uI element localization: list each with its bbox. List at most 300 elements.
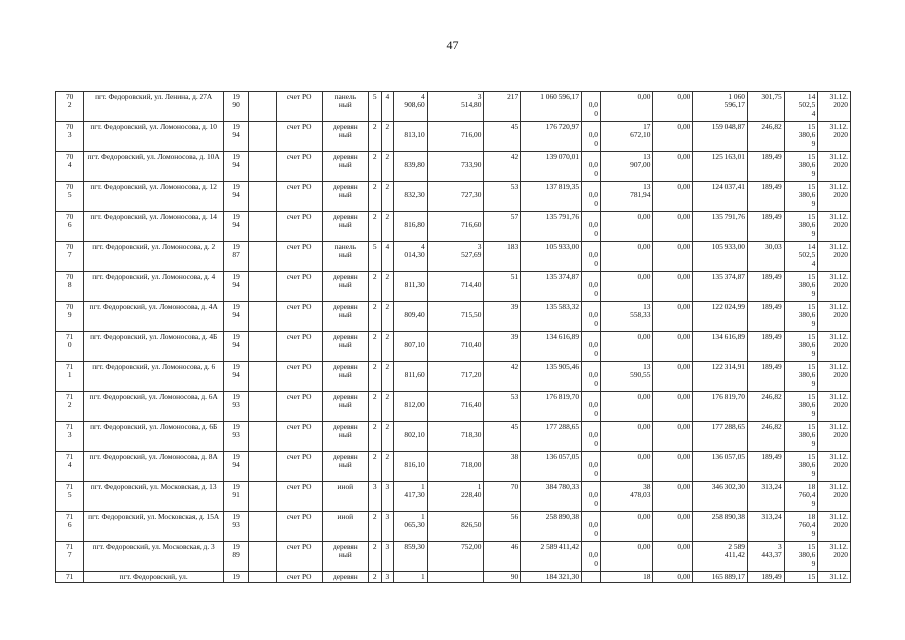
- floors-cell: 2: [368, 362, 381, 392]
- year-cell: 19 93: [224, 392, 249, 422]
- fund-method-cell: счет РО: [276, 212, 322, 242]
- living-area-cell: 1 228,40: [427, 482, 484, 512]
- owners-cost-cell: 125 163,01: [693, 152, 748, 182]
- cost-limit-cell: 14 502,5 4: [784, 92, 818, 122]
- wall-material-cell: панель ный: [322, 242, 368, 272]
- unit-cost-cell: 30,03: [747, 242, 784, 272]
- other-cost-cell: 0,00: [653, 332, 693, 362]
- deadline-cell: 31.12. 2020: [818, 302, 851, 332]
- fund-method-cell: счет РО: [276, 122, 322, 152]
- blank-cell: [249, 332, 276, 362]
- floors-cell: 2: [368, 392, 381, 422]
- address-cell: пгт. Федоровский, ул.: [84, 572, 224, 583]
- year-cell: 19 87: [224, 242, 249, 272]
- row-number: 71 7: [56, 542, 84, 572]
- row-number: 71 0: [56, 332, 84, 362]
- address-cell: пгт. Федоровский, ул. Ломоносова, д. 10А: [84, 152, 224, 182]
- table-row: [56, 392, 851, 422]
- fund-method-cell: счет РО: [276, 542, 322, 572]
- deadline-cell: 31.12. 2020: [818, 152, 851, 182]
- fund-method-cell: счет РО: [276, 92, 322, 122]
- cost-limit-cell: 15 380,6 9: [784, 362, 818, 392]
- other-cost-cell: 0,00: [653, 272, 693, 302]
- address-cell: пгт. Федоровский, ул. Ломоносова, д. 12: [84, 182, 224, 212]
- wall-material-cell: деревян ный: [322, 542, 368, 572]
- residents-cell: 39: [484, 302, 521, 332]
- residents-cell: 90: [484, 572, 521, 583]
- year-cell: 19 94: [224, 362, 249, 392]
- residents-cell: 56: [484, 512, 521, 542]
- total-cost-cell: 176 720,97: [521, 122, 582, 152]
- cost-limit-cell: 14 502,5 4: [784, 242, 818, 272]
- fund-method-cell: счет РО: [276, 452, 322, 482]
- total-cost-cell: 135 791,76: [521, 212, 582, 242]
- address-cell: пгт. Федоровский, ул. Ломоносова, д. 6А: [84, 392, 224, 422]
- year-cell: 19 90: [224, 92, 249, 122]
- entrances-cell: 2: [381, 302, 394, 332]
- total-area-cell: 802,10: [394, 422, 428, 452]
- total-area-cell: 811,30: [394, 272, 428, 302]
- budget-cost-cell: 0,00: [600, 512, 653, 542]
- zero-cost-cell: 0,0 0: [582, 542, 601, 572]
- table-row: [56, 302, 851, 332]
- unit-cost-cell: 189,49: [747, 302, 784, 332]
- table-row: [56, 512, 851, 542]
- table-row: [56, 362, 851, 392]
- other-cost-cell: 0,00: [653, 92, 693, 122]
- cost-limit-cell: 15 380,6 9: [784, 272, 818, 302]
- total-area-cell: 812,00: [394, 392, 428, 422]
- table-row: [56, 542, 851, 572]
- blank-cell: [249, 482, 276, 512]
- residents-cell: 42: [484, 152, 521, 182]
- zero-cost-cell: 0,0 0: [582, 362, 601, 392]
- row-number: 70 8: [56, 272, 84, 302]
- total-cost-cell: 135 583,32: [521, 302, 582, 332]
- row-number: 70 4: [56, 152, 84, 182]
- residents-cell: 53: [484, 392, 521, 422]
- total-cost-cell: 139 070,01: [521, 152, 582, 182]
- address-cell: пгт. Федоровский, ул. Ломоносова, д. 14: [84, 212, 224, 242]
- wall-material-cell: деревян ный: [322, 152, 368, 182]
- budget-cost-cell: 0,00: [600, 242, 653, 272]
- other-cost-cell: 0,00: [653, 482, 693, 512]
- total-cost-cell: 184 321,30: [521, 572, 582, 583]
- wall-material-cell: иной: [322, 482, 368, 512]
- living-area-cell: 716,00: [427, 122, 484, 152]
- living-area-cell: [427, 572, 484, 583]
- deadline-cell: 31.12. 2020: [818, 362, 851, 392]
- blank-cell: [249, 152, 276, 182]
- total-area-cell: 4 908,60: [394, 92, 428, 122]
- floors-cell: 2: [368, 272, 381, 302]
- other-cost-cell: 0,00: [653, 242, 693, 272]
- wall-material-cell: деревян ный: [322, 332, 368, 362]
- year-cell: 19 94: [224, 182, 249, 212]
- owners-cost-cell: 134 616,89: [693, 332, 748, 362]
- blank-cell: [249, 122, 276, 152]
- total-area-cell: 809,40: [394, 302, 428, 332]
- unit-cost-cell: 313,24: [747, 512, 784, 542]
- living-area-cell: 826,50: [427, 512, 484, 542]
- owners-cost-cell: 1 060 596,17: [693, 92, 748, 122]
- total-area-cell: 816,80: [394, 212, 428, 242]
- address-cell: пгт. Федоровский, ул. Московская, д. 13: [84, 482, 224, 512]
- table-row: [56, 92, 851, 122]
- floors-cell: 2: [368, 302, 381, 332]
- total-area-cell: 859,30: [394, 542, 428, 572]
- year-cell: 19 94: [224, 452, 249, 482]
- owners-cost-cell: 2 589 411,42: [693, 542, 748, 572]
- deadline-cell: 31.12. 2020: [818, 422, 851, 452]
- deadline-cell: 31.12. 2020: [818, 272, 851, 302]
- budget-cost-cell: 17 672,10: [600, 122, 653, 152]
- living-area-cell: 715,50: [427, 302, 484, 332]
- total-cost-cell: 1 060 596,17: [521, 92, 582, 122]
- owners-cost-cell: 346 302,30: [693, 482, 748, 512]
- residents-cell: 46: [484, 542, 521, 572]
- row-number: 71 4: [56, 452, 84, 482]
- cost-limit-cell: 15 380,6 9: [784, 302, 818, 332]
- residents-cell: 217: [484, 92, 521, 122]
- table-row: [56, 272, 851, 302]
- entrances-cell: 2: [381, 452, 394, 482]
- owners-cost-cell: 165 889,17: [693, 572, 748, 583]
- unit-cost-cell: 246,82: [747, 392, 784, 422]
- zero-cost-cell: 0,0 0: [582, 242, 601, 272]
- residents-cell: 45: [484, 422, 521, 452]
- table-row: [56, 152, 851, 182]
- living-area-cell: 717,20: [427, 362, 484, 392]
- budget-cost-cell: 18: [600, 572, 653, 583]
- address-cell: пгт. Федоровский, ул. Ломоносова, д. 6: [84, 362, 224, 392]
- owners-cost-cell: 122 024,99: [693, 302, 748, 332]
- budget-cost-cell: 0,00: [600, 212, 653, 242]
- cost-limit-cell: 15 380,6 9: [784, 152, 818, 182]
- blank-cell: [249, 512, 276, 542]
- total-area-cell: 4 014,30: [394, 242, 428, 272]
- cost-limit-cell: 18 760,4 9: [784, 482, 818, 512]
- owners-cost-cell: 135 791,76: [693, 212, 748, 242]
- unit-cost-cell: 189,49: [747, 362, 784, 392]
- year-cell: 19: [224, 572, 249, 583]
- fund-method-cell: счет РО: [276, 302, 322, 332]
- other-cost-cell: 0,00: [653, 392, 693, 422]
- floors-cell: 2: [368, 422, 381, 452]
- other-cost-cell: 0,00: [653, 512, 693, 542]
- total-cost-cell: 258 890,38: [521, 512, 582, 542]
- wall-material-cell: деревян ный: [322, 362, 368, 392]
- unit-cost-cell: 189,49: [747, 572, 784, 583]
- entrances-cell: 2: [381, 392, 394, 422]
- year-cell: 19 94: [224, 152, 249, 182]
- budget-cost-cell: 0,00: [600, 332, 653, 362]
- unit-cost-cell: 189,49: [747, 182, 784, 212]
- deadline-cell: 31.12. 2020: [818, 332, 851, 362]
- owners-cost-cell: 135 374,87: [693, 272, 748, 302]
- zero-cost-cell: 0,0 0: [582, 182, 601, 212]
- fund-method-cell: счет РО: [276, 392, 322, 422]
- total-cost-cell: 2 589 411,42: [521, 542, 582, 572]
- total-area-cell: 807,10: [394, 332, 428, 362]
- blank-cell: [249, 272, 276, 302]
- owners-cost-cell: 124 037,41: [693, 182, 748, 212]
- entrances-cell: 3: [381, 572, 394, 583]
- blank-cell: [249, 362, 276, 392]
- zero-cost-cell: 0,0 0: [582, 482, 601, 512]
- residents-cell: 38: [484, 452, 521, 482]
- address-cell: пгт. Федоровский, ул. Ломоносова, д. 6Б: [84, 422, 224, 452]
- blank-cell: [249, 242, 276, 272]
- year-cell: 19 94: [224, 212, 249, 242]
- floors-cell: 2: [368, 512, 381, 542]
- total-cost-cell: 137 819,35: [521, 182, 582, 212]
- owners-cost-cell: 122 314,91: [693, 362, 748, 392]
- owners-cost-cell: 176 819,70: [693, 392, 748, 422]
- entrances-cell: 2: [381, 422, 394, 452]
- deadline-cell: 31.12. 2020: [818, 212, 851, 242]
- deadline-cell: 31.12. 2020: [818, 392, 851, 422]
- year-cell: 19 94: [224, 122, 249, 152]
- living-area-cell: 716,60: [427, 212, 484, 242]
- living-area-cell: 733,90: [427, 152, 484, 182]
- deadline-cell: 31.12. 2020: [818, 452, 851, 482]
- other-cost-cell: 0,00: [653, 362, 693, 392]
- cost-limit-cell: 15 380,6 9: [784, 542, 818, 572]
- residents-cell: 51: [484, 272, 521, 302]
- table-row: [56, 452, 851, 482]
- entrances-cell: 2: [381, 182, 394, 212]
- row-number: 71 6: [56, 512, 84, 542]
- total-cost-cell: 384 780,33: [521, 482, 582, 512]
- living-area-cell: 714,40: [427, 272, 484, 302]
- zero-cost-cell: 0,0 0: [582, 152, 601, 182]
- floors-cell: 2: [368, 332, 381, 362]
- wall-material-cell: деревян ный: [322, 212, 368, 242]
- fund-method-cell: счет РО: [276, 332, 322, 362]
- year-cell: 19 94: [224, 272, 249, 302]
- blank-cell: [249, 302, 276, 332]
- cost-limit-cell: 15 380,6 9: [784, 182, 818, 212]
- blank-cell: [249, 542, 276, 572]
- row-number: 71 5: [56, 482, 84, 512]
- wall-material-cell: деревян ный: [322, 302, 368, 332]
- unit-cost-cell: 3 443,37: [747, 542, 784, 572]
- other-cost-cell: 0,00: [653, 572, 693, 583]
- table-row: [56, 572, 851, 583]
- wall-material-cell: деревян ный: [322, 392, 368, 422]
- address-cell: пгт. Федоровский, ул. Ломоносова, д. 2: [84, 242, 224, 272]
- total-area-cell: 832,30: [394, 182, 428, 212]
- cost-limit-cell: 15: [784, 572, 818, 583]
- owners-cost-cell: 258 890,38: [693, 512, 748, 542]
- unit-cost-cell: 246,82: [747, 122, 784, 152]
- deadline-cell: 31.12. 2020: [818, 182, 851, 212]
- entrances-cell: 2: [381, 272, 394, 302]
- budget-cost-cell: 0,00: [600, 392, 653, 422]
- year-cell: 19 89: [224, 542, 249, 572]
- cost-limit-cell: 15 380,6 9: [784, 332, 818, 362]
- residents-cell: 183: [484, 242, 521, 272]
- fund-method-cell: счет РО: [276, 182, 322, 212]
- unit-cost-cell: 189,49: [747, 272, 784, 302]
- zero-cost-cell: 0,0 0: [582, 272, 601, 302]
- residents-cell: 57: [484, 212, 521, 242]
- other-cost-cell: 0,00: [653, 182, 693, 212]
- year-cell: 19 91: [224, 482, 249, 512]
- entrances-cell: 4: [381, 92, 394, 122]
- unit-cost-cell: 189,49: [747, 332, 784, 362]
- floors-cell: 3: [368, 482, 381, 512]
- address-cell: пгт. Федоровский, ул. Ломоносова, д. 10: [84, 122, 224, 152]
- residents-cell: 70: [484, 482, 521, 512]
- other-cost-cell: 0,00: [653, 302, 693, 332]
- budget-cost-cell: 0,00: [600, 542, 653, 572]
- floors-cell: 2: [368, 212, 381, 242]
- total-area-cell: 1 417,30: [394, 482, 428, 512]
- floors-cell: 2: [368, 452, 381, 482]
- entrances-cell: 3: [381, 542, 394, 572]
- entrances-cell: 3: [381, 482, 394, 512]
- cost-limit-cell: 15 380,6 9: [784, 122, 818, 152]
- blank-cell: [249, 572, 276, 583]
- row-number: 70 6: [56, 212, 84, 242]
- address-cell: пгт. Федоровский, ул. Ломоносова, д. 4Б: [84, 332, 224, 362]
- wall-material-cell: деревян ный: [322, 272, 368, 302]
- row-number: 71 3: [56, 422, 84, 452]
- entrances-cell: 2: [381, 332, 394, 362]
- zero-cost-cell: 0,0 0: [582, 512, 601, 542]
- table-row: [56, 242, 851, 272]
- page-number: 47: [446, 38, 459, 52]
- table-row: [56, 332, 851, 362]
- zero-cost-cell: 0,0 0: [582, 452, 601, 482]
- living-area-cell: 718,00: [427, 452, 484, 482]
- total-area-cell: 811,60: [394, 362, 428, 392]
- zero-cost-cell: 0,0 0: [582, 422, 601, 452]
- fund-method-cell: счет РО: [276, 422, 322, 452]
- row-number: 70 3: [56, 122, 84, 152]
- wall-material-cell: деревян ный: [322, 182, 368, 212]
- zero-cost-cell: 0,0 0: [582, 122, 601, 152]
- zero-cost-cell: 0,0 0: [582, 92, 601, 122]
- unit-cost-cell: 189,49: [747, 452, 784, 482]
- budget-cost-cell: 13 590,55: [600, 362, 653, 392]
- unit-cost-cell: 246,82: [747, 422, 784, 452]
- total-cost-cell: 177 288,65: [521, 422, 582, 452]
- floors-cell: 2: [368, 182, 381, 212]
- total-cost-cell: 176 819,70: [521, 392, 582, 422]
- residents-cell: 53: [484, 182, 521, 212]
- budget-cost-cell: 0,00: [600, 92, 653, 122]
- wall-material-cell: деревян ный: [322, 422, 368, 452]
- fund-method-cell: счет РО: [276, 272, 322, 302]
- budget-cost-cell: 13 907,00: [600, 152, 653, 182]
- budget-cost-cell: 0,00: [600, 272, 653, 302]
- floors-cell: 5: [368, 92, 381, 122]
- wall-material-cell: иной: [322, 512, 368, 542]
- fund-method-cell: счет РО: [276, 512, 322, 542]
- row-number: 71 1: [56, 362, 84, 392]
- deadline-cell: 31.12. 2020: [818, 92, 851, 122]
- row-number: 70 7: [56, 242, 84, 272]
- budget-cost-cell: 0,00: [600, 452, 653, 482]
- address-cell: пгт. Федоровский, ул. Ломоносова, д. 4А: [84, 302, 224, 332]
- living-area-cell: 718,30: [427, 422, 484, 452]
- other-cost-cell: 0,00: [653, 422, 693, 452]
- entrances-cell: 2: [381, 212, 394, 242]
- blank-cell: [249, 392, 276, 422]
- floors-cell: 2: [368, 572, 381, 583]
- housing-registry-table: [55, 91, 851, 583]
- year-cell: 19 93: [224, 422, 249, 452]
- living-area-cell: 3 514,80: [427, 92, 484, 122]
- budget-cost-cell: 0,00: [600, 422, 653, 452]
- total-area-cell: 1: [394, 572, 428, 583]
- total-cost-cell: 136 057,05: [521, 452, 582, 482]
- wall-material-cell: деревян ный: [322, 452, 368, 482]
- fund-method-cell: счет РО: [276, 572, 322, 583]
- living-area-cell: 3 527,69: [427, 242, 484, 272]
- fund-method-cell: счет РО: [276, 242, 322, 272]
- cost-limit-cell: 15 380,6 9: [784, 212, 818, 242]
- year-cell: 19 94: [224, 332, 249, 362]
- other-cost-cell: 0,00: [653, 212, 693, 242]
- row-number: 71 2: [56, 392, 84, 422]
- table-row: [56, 482, 851, 512]
- residents-cell: 42: [484, 362, 521, 392]
- row-number: 70 5: [56, 182, 84, 212]
- residents-cell: 45: [484, 122, 521, 152]
- deadline-cell: 31.12. 2020: [818, 482, 851, 512]
- other-cost-cell: 0,00: [653, 542, 693, 572]
- unit-cost-cell: 189,49: [747, 152, 784, 182]
- total-area-cell: 813,10: [394, 122, 428, 152]
- blank-cell: [249, 212, 276, 242]
- unit-cost-cell: 313,24: [747, 482, 784, 512]
- zero-cost-cell: 0,0 0: [582, 212, 601, 242]
- address-cell: пгт. Федоровский, ул. Московская, д. 3: [84, 542, 224, 572]
- deadline-cell: 31.12. 2020: [818, 122, 851, 152]
- floors-cell: 2: [368, 122, 381, 152]
- total-cost-cell: 135 905,46: [521, 362, 582, 392]
- address-cell: пгт. Федоровский, ул. Ломоносова, д. 4: [84, 272, 224, 302]
- blank-cell: [249, 92, 276, 122]
- zero-cost-cell: 0,0 0: [582, 302, 601, 332]
- zero-cost-cell: 0,0 0: [582, 392, 601, 422]
- entrances-cell: 3: [381, 512, 394, 542]
- wall-material-cell: деревян ный: [322, 122, 368, 152]
- total-cost-cell: 134 616,89: [521, 332, 582, 362]
- living-area-cell: 716,40: [427, 392, 484, 422]
- budget-cost-cell: 13 558,33: [600, 302, 653, 332]
- table-row: [56, 212, 851, 242]
- row-number: 71: [56, 572, 84, 583]
- deadline-cell: 31.12. 2020: [818, 542, 851, 572]
- total-area-cell: 1 065,30: [394, 512, 428, 542]
- cost-limit-cell: 18 760,4 9: [784, 512, 818, 542]
- owners-cost-cell: 105 933,00: [693, 242, 748, 272]
- blank-cell: [249, 422, 276, 452]
- entrances-cell: 2: [381, 122, 394, 152]
- row-number: 70 2: [56, 92, 84, 122]
- deadline-cell: 31.12.: [818, 572, 851, 583]
- entrances-cell: 2: [381, 362, 394, 392]
- total-area-cell: 816,10: [394, 452, 428, 482]
- zero-cost-cell: 0,0 0: [582, 332, 601, 362]
- budget-cost-cell: 38 478,03: [600, 482, 653, 512]
- other-cost-cell: 0,00: [653, 452, 693, 482]
